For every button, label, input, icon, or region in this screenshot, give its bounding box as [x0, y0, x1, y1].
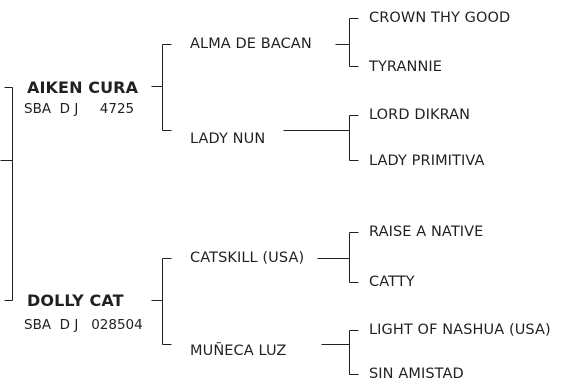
dam-sire-sire-name: RAISE A NATIVE — [369, 224, 484, 240]
sire-sire-sire-name: CROWN THY GOOD — [369, 10, 511, 26]
sire-sire-dam-name: TYRANNIE — [369, 59, 443, 75]
dam-sire-dam-name: CATTY — [369, 274, 415, 290]
sire-name: AIKEN CURA — [27, 78, 139, 97]
sire-registration: SBA D J 4725 — [24, 101, 135, 117]
sire-dam-name: LADY NUN — [190, 131, 266, 147]
sire-sire-name: ALMA DE BACAN — [190, 36, 312, 52]
dam-dam-name: MUÑECA LUZ — [190, 343, 287, 359]
sire-dam-dam-name: LADY PRIMITIVA — [369, 153, 485, 169]
dam-dam-sire-name: LIGHT OF NASHUA (USA) — [369, 322, 551, 338]
dam-registration: SBA D J 028504 — [24, 317, 143, 333]
dam-name: DOLLY CAT — [27, 291, 124, 310]
dam-dam-dam-name: SIN AMISTAD — [369, 366, 464, 382]
sire-dam-sire-name: LORD DIKRAN — [369, 107, 471, 123]
dam-sire-name: CATSKILL (USA) — [190, 250, 305, 266]
